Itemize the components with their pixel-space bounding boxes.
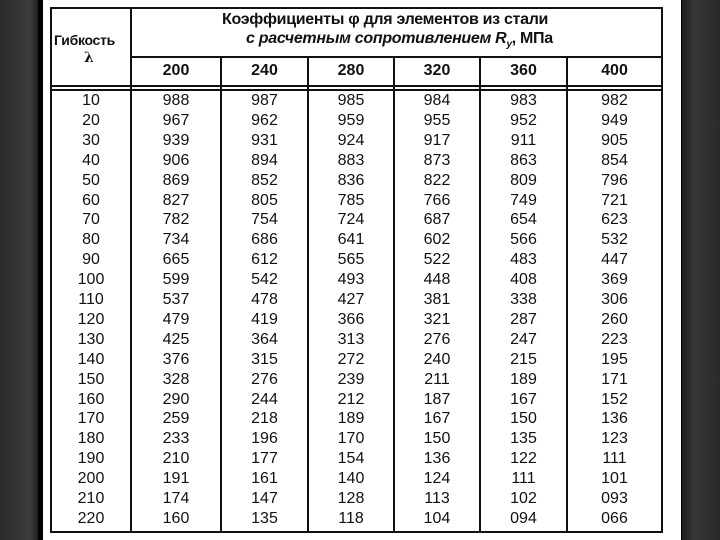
table-cell: 191 bbox=[162, 470, 190, 488]
lambda-value: 110 bbox=[78, 291, 104, 308]
lambda-value: 130 bbox=[77, 330, 105, 348]
lambda-value: 60 bbox=[82, 191, 100, 209]
table-cell: 244 bbox=[251, 390, 278, 408]
table-cell: 537 bbox=[162, 291, 190, 308]
table-cell: 315 bbox=[251, 350, 278, 368]
table-cell: 152 bbox=[601, 390, 628, 408]
table-cell: 734 bbox=[162, 231, 190, 249]
table-cell: 321 bbox=[423, 310, 451, 328]
lambda-symbol: λ bbox=[84, 50, 94, 66]
table-cell: 911 bbox=[510, 131, 537, 149]
table-cell: 686 bbox=[251, 231, 278, 249]
table-cell: 984 bbox=[423, 92, 451, 109]
table-cell: 532 bbox=[601, 231, 628, 249]
table-cell: 290 bbox=[162, 390, 190, 408]
table-cell: 189 bbox=[337, 410, 365, 428]
table-cell: 566 bbox=[510, 231, 537, 249]
table-cell: 366 bbox=[337, 310, 365, 328]
table-cell: 822 bbox=[423, 171, 451, 189]
table-cell: 364 bbox=[251, 330, 278, 348]
table-cell: 542 bbox=[251, 271, 278, 289]
slide-right-border bbox=[682, 0, 720, 540]
table-cell: 478 bbox=[251, 291, 278, 308]
table-cell: 104 bbox=[423, 509, 451, 527]
table-cell: 952 bbox=[510, 111, 537, 129]
lambda-value: 150 bbox=[77, 370, 105, 388]
table-cell: 962 bbox=[251, 111, 278, 129]
table-cell: 955 bbox=[423, 111, 451, 129]
table-cell: 147 bbox=[251, 490, 278, 507]
table-cell: 906 bbox=[162, 151, 190, 169]
table-cell: 196 bbox=[251, 430, 278, 448]
table-cell: 931 bbox=[251, 131, 278, 149]
table-cell: 174 bbox=[162, 490, 190, 507]
table-cell: 113 bbox=[424, 490, 450, 507]
table-cell: 093 bbox=[601, 490, 628, 507]
table-cell: 827 bbox=[162, 191, 190, 209]
table-cell: 259 bbox=[162, 410, 190, 428]
table-cell: 233 bbox=[162, 430, 190, 448]
header-divider bbox=[132, 56, 662, 58]
column-header-200: 200 bbox=[162, 62, 190, 79]
table-cell: 276 bbox=[423, 330, 451, 348]
table-cell: 654 bbox=[510, 211, 537, 229]
table-cell: 094 bbox=[510, 509, 537, 527]
table-cell: 805 bbox=[251, 191, 278, 209]
lambda-value: 50 bbox=[82, 171, 100, 189]
table-cell: 749 bbox=[510, 191, 537, 209]
column-header-400: 400 bbox=[601, 62, 628, 79]
table-cell: 493 bbox=[337, 271, 365, 289]
table-cell: 939 bbox=[162, 131, 190, 149]
table-cell: 111 bbox=[602, 450, 627, 468]
table-cell: 212 bbox=[337, 390, 365, 408]
table-cell: 766 bbox=[423, 191, 451, 209]
table-cell: 782 bbox=[162, 211, 190, 229]
table-cell: 623 bbox=[601, 211, 628, 229]
table-cell: 240 bbox=[423, 350, 451, 368]
table-cell: 967 bbox=[162, 111, 190, 129]
table-cell: 211 bbox=[424, 370, 450, 388]
table-cell: 150 bbox=[423, 430, 451, 448]
title-subscript: y bbox=[506, 39, 512, 51]
column-header-280: 280 bbox=[337, 62, 365, 79]
table-cell: 854 bbox=[601, 151, 628, 169]
table-cell: 894 bbox=[251, 151, 278, 169]
lambda-value: 120 bbox=[77, 310, 105, 328]
table-cell: 195 bbox=[601, 350, 628, 368]
lambda-value: 80 bbox=[82, 231, 100, 249]
table-cell: 381 bbox=[423, 291, 451, 308]
lambda-value: 90 bbox=[82, 251, 100, 269]
lambda-value: 140 bbox=[77, 350, 105, 368]
table-cell: 338 bbox=[510, 291, 537, 308]
table-cell: 187 bbox=[423, 390, 451, 408]
table-cell: 369 bbox=[601, 271, 628, 289]
table-cell: 809 bbox=[510, 171, 537, 189]
table-cell: 982 bbox=[601, 92, 628, 109]
table-cell: 419 bbox=[251, 310, 278, 328]
lambda-value: 220 bbox=[77, 509, 105, 527]
lambda-value: 180 bbox=[77, 430, 105, 448]
table-cell: 602 bbox=[423, 231, 451, 249]
table-title-line1: Коэффициенты φ для элементов из стали bbox=[222, 11, 549, 28]
table-cell: 135 bbox=[251, 509, 278, 527]
table-cell: 287 bbox=[510, 310, 537, 328]
table-cell: 869 bbox=[162, 171, 190, 189]
table-cell: 272 bbox=[337, 350, 365, 368]
table-cell: 665 bbox=[162, 251, 190, 269]
table-cell: 522 bbox=[423, 251, 451, 269]
table-cell: 102 bbox=[510, 490, 537, 507]
table-cell: 223 bbox=[601, 330, 628, 348]
slenderness-header: Гибкость bbox=[54, 32, 115, 48]
table-cell: 425 bbox=[162, 330, 190, 348]
table-cell: 985 bbox=[337, 92, 365, 109]
table-cell: 328 bbox=[162, 370, 190, 388]
table-cell: 724 bbox=[337, 211, 365, 229]
table-cell: 883 bbox=[337, 151, 365, 169]
table-cell: 376 bbox=[162, 350, 190, 368]
table-title-text: с расчетным сопротивлением R bbox=[246, 30, 507, 47]
table-title-line2 bbox=[246, 31, 553, 50]
table-cell: 136 bbox=[601, 410, 628, 428]
lambda-value: 200 bbox=[77, 470, 105, 488]
table-cell: 721 bbox=[601, 191, 628, 209]
table-cell: 917 bbox=[423, 131, 451, 149]
lambda-value: 20 bbox=[82, 111, 100, 129]
table-cell: 863 bbox=[510, 151, 537, 169]
table-cell: 448 bbox=[423, 271, 451, 289]
table-cell: 796 bbox=[601, 171, 628, 189]
table-cell: 218 bbox=[251, 410, 278, 428]
table-cell: 160 bbox=[162, 509, 190, 527]
table-cell: 836 bbox=[337, 171, 365, 189]
table-cell: 483 bbox=[510, 251, 537, 269]
lambda-value: 70 bbox=[82, 211, 100, 229]
table-cell: 247 bbox=[510, 330, 537, 348]
title-unit: , МПа bbox=[511, 30, 553, 47]
table-cell: 239 bbox=[337, 370, 365, 388]
table-cell: 210 bbox=[162, 450, 190, 468]
lambda-value: 40 bbox=[82, 151, 100, 169]
lambda-value: 190 bbox=[77, 450, 105, 468]
table-cell: 959 bbox=[337, 111, 365, 129]
table-cell: 171 bbox=[601, 370, 628, 388]
table-cell: 479 bbox=[162, 310, 190, 328]
table-cell: 260 bbox=[601, 310, 628, 328]
table-cell: 150 bbox=[510, 410, 537, 428]
lambda-value: 210 bbox=[77, 490, 105, 507]
table-cell: 427 bbox=[337, 291, 365, 308]
lambda-value: 170 bbox=[77, 410, 105, 428]
table-cell: 161 bbox=[251, 470, 278, 488]
table-cell: 785 bbox=[337, 191, 365, 209]
lambda-value: 160 bbox=[77, 390, 105, 408]
table-cell: 167 bbox=[510, 390, 537, 408]
table-cell: 905 bbox=[601, 131, 628, 149]
table-cell: 124 bbox=[423, 470, 451, 488]
table-cell: 306 bbox=[601, 291, 628, 308]
table-cell: 118 bbox=[338, 509, 364, 527]
table-cell: 873 bbox=[423, 151, 451, 169]
table-cell: 687 bbox=[423, 211, 451, 229]
table-cell: 313 bbox=[337, 330, 365, 348]
table-cell: 066 bbox=[601, 509, 628, 527]
table-cell: 983 bbox=[510, 92, 537, 109]
table-cell: 154 bbox=[337, 450, 365, 468]
table-cell: 136 bbox=[423, 450, 451, 468]
slide-left-border bbox=[0, 0, 38, 540]
table-cell: 177 bbox=[251, 450, 278, 468]
table-cell: 988 bbox=[162, 92, 190, 109]
table-cell: 140 bbox=[337, 470, 365, 488]
table-cell: 987 bbox=[251, 92, 278, 109]
table-cell: 447 bbox=[601, 251, 628, 269]
table-cell: 101 bbox=[601, 470, 628, 488]
lambda-value: 10 bbox=[82, 92, 100, 109]
table-cell: 565 bbox=[337, 251, 365, 269]
table-cell: 123 bbox=[601, 430, 628, 448]
table-cell: 122 bbox=[510, 450, 537, 468]
table-cell: 215 bbox=[510, 350, 537, 368]
table-cell: 612 bbox=[251, 251, 278, 269]
lambda-value: 30 bbox=[82, 131, 100, 149]
table-cell: 135 bbox=[510, 430, 537, 448]
table-cell: 167 bbox=[423, 410, 451, 428]
column-header-320: 320 bbox=[423, 62, 451, 79]
header-bottom-rule bbox=[50, 85, 663, 87]
table-cell: 128 bbox=[337, 490, 365, 507]
table-cell: 924 bbox=[337, 131, 365, 149]
table-cell: 408 bbox=[510, 271, 537, 289]
table-cell: 189 bbox=[510, 370, 537, 388]
table-cell: 754 bbox=[251, 211, 278, 229]
lambda-value: 100 bbox=[77, 271, 105, 289]
table-cell: 276 bbox=[251, 370, 278, 388]
table-cell: 852 bbox=[251, 171, 278, 189]
table-cell: 170 bbox=[337, 430, 365, 448]
table-cell: 111 bbox=[511, 470, 536, 488]
table-cell: 949 bbox=[601, 111, 628, 129]
column-header-360: 360 bbox=[510, 62, 537, 79]
table-cell: 641 bbox=[337, 231, 365, 249]
column-header-240: 240 bbox=[251, 62, 278, 79]
table-cell: 599 bbox=[162, 271, 190, 289]
